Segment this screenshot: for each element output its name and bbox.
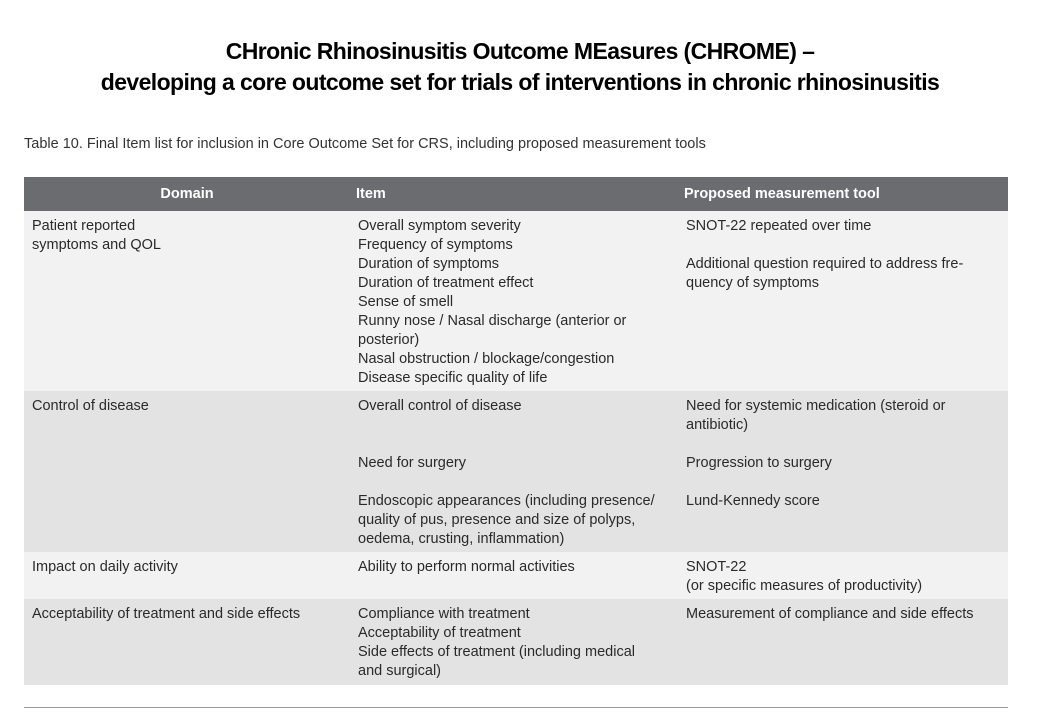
title-line-2: developing a core outcome set for trials of interventions in chronic rhinosinusitis	[100, 69, 940, 95]
cell-line: Endoscopic appearances (including presence/	[358, 493, 655, 509]
table-row	[24, 552, 1008, 599]
cell-line: Patient reported	[32, 218, 136, 234]
table-row	[24, 599, 1008, 685]
header-measurement-tool: Proposed measurement tool	[684, 186, 880, 202]
item-cell	[350, 599, 678, 685]
cell-line: Sense of smell	[358, 294, 454, 310]
cell-line: Control of disease	[32, 398, 149, 414]
tool-cell	[678, 211, 1008, 391]
cell-line: Progression to surgery	[686, 455, 832, 471]
cell-line: posterior)	[358, 332, 420, 348]
cell-line: Compliance with treatment	[358, 606, 530, 622]
header-item: Item	[356, 186, 386, 202]
domain-cell	[24, 599, 350, 685]
cell-line: Duration of symptoms	[358, 256, 500, 272]
bottom-divider	[24, 707, 1008, 708]
header-domain: Domain	[160, 186, 214, 202]
item-cell	[350, 211, 678, 391]
item-cell	[350, 552, 678, 599]
cell-line: Overall symptom severity	[358, 218, 521, 234]
outcome-table	[24, 177, 1008, 685]
tool-cell	[678, 599, 1008, 685]
cell-line: Overall control of disease	[358, 398, 522, 414]
domain-cell	[24, 211, 350, 391]
table-row	[24, 211, 1008, 391]
cell-line: Nasal obstruction / blockage/congestion	[358, 351, 615, 367]
cell-line: Ability to perform normal activities	[358, 559, 575, 575]
cell-line: SNOT-22 repeated over time	[686, 218, 872, 234]
cell-line: Need for systemic medication (steroid or	[686, 398, 946, 414]
tool-cell	[678, 552, 1008, 599]
cell-line: quency of symptoms	[686, 275, 819, 291]
cell-line: quality of pus, presence and size of polyps,	[358, 512, 636, 528]
cell-line: Disease specific quality of life	[358, 370, 548, 386]
page-title	[0, 36, 1040, 98]
tool-cell	[678, 391, 1008, 552]
cell-line: (or specific measures of productivity)	[686, 578, 923, 594]
title-line-1: CHronic Rhinosinusitis Outcome MEasures (CHROME) –	[225, 38, 815, 64]
cell-line: Measurement of compliance and side effects	[686, 606, 974, 622]
table-row	[24, 391, 1008, 552]
cell-line: Duration of treatment effect	[358, 275, 534, 291]
cell-line: oedema, crusting, inflammation)	[358, 531, 565, 547]
cell-line: symptoms and QOL	[32, 237, 161, 253]
item-cell	[350, 391, 678, 552]
cell-line: Acceptability of treatment and side effects	[32, 606, 301, 622]
table-caption: Table 10. Final Item list for inclusion in Core Outcome Set for CRS, including proposed measurement tools	[24, 136, 706, 152]
domain-cell	[24, 391, 350, 552]
cell-line: Runny nose / Nasal discharge (anterior or	[358, 313, 627, 329]
cell-line: Additional question required to address fre-	[686, 256, 964, 272]
cell-line: SNOT-22	[686, 559, 747, 575]
cell-line: Acceptability of treatment	[358, 625, 521, 641]
cell-line: Impact on daily activity	[32, 559, 178, 575]
cell-line: Lund-Kennedy score	[686, 493, 820, 509]
cell-line: antibiotic)	[686, 417, 749, 433]
cell-line: Side effects of treatment (including medical	[358, 644, 635, 660]
cell-line: Need for surgery	[358, 455, 466, 471]
cell-line: Frequency of symptoms	[358, 237, 513, 253]
domain-cell	[24, 552, 350, 599]
table-header-row	[24, 177, 1008, 211]
cell-line: and surgical)	[358, 663, 442, 679]
